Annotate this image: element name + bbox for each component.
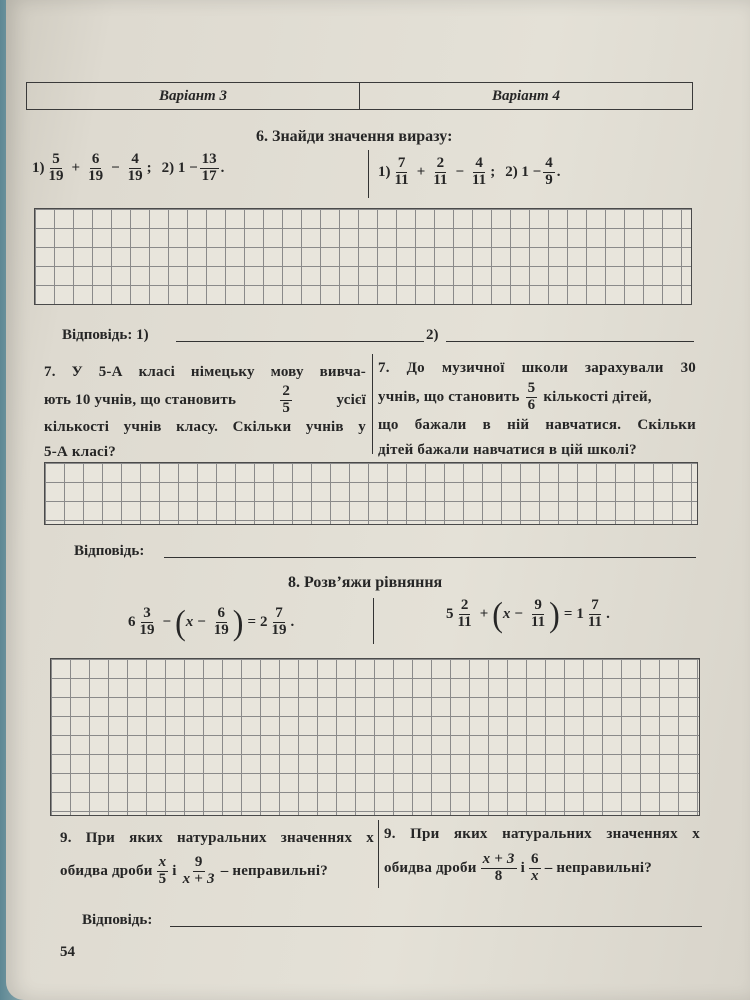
- fraction: $\frac{x}{5}$: [158, 853, 167, 887]
- fraction: $\frac{6}{x}$: [531, 850, 539, 884]
- fraction: $\frac{9}{11}$: [530, 597, 546, 630]
- fraction: $\frac{9}{x + 3}$: [182, 853, 215, 887]
- task6-work-grid[interactable]: [34, 208, 692, 305]
- task7-answer-label: Відповідь:: [74, 543, 145, 559]
- task6-answer-label-1: Відповідь: 1): [62, 327, 149, 343]
- task8-title: 8. Розв’яжи рівняння: [288, 574, 443, 591]
- task9-v3-text: 9. При яких натуральних значеннях x обидва дроби $\frac{x}{5}$ і $\frac{9}{x + 3}$ – неправильні?: [60, 830, 374, 887]
- fraction: $\frac{7}{11}$: [394, 155, 409, 188]
- task6-answer-line-2[interactable]: [446, 341, 694, 342]
- task6-v4-expression: 1) $\frac{7}{11}$ + $\frac{2}{11}$ − $\frac{4}{11}$ ; 2) 1 − $\frac{4}{9}$ .: [378, 155, 561, 188]
- task6-v3-expression: 1) $\frac{5}{19}$ + $\frac{6}{19}$ − $\frac{4}{19}$ ; 2) 1 − $\frac{13}{17}$ .: [32, 151, 225, 184]
- task8-v3-equation: 6 $\frac{3}{19}$ − ( x − $\frac{6}{19}$ ) = 2 $\frac{7}{19}$ .: [128, 602, 295, 643]
- column-divider: [373, 598, 374, 644]
- fraction: $\frac{5}{19}$: [48, 151, 64, 184]
- task7-work-grid[interactable]: [44, 462, 698, 525]
- task7-v3-text: 7. У 5-А класі німецьку мову вивча- ють 10 учнів, що становить $\frac{2}{5}$ усієї кількості учнів класу. Скільки учнів у 5-А класі?: [44, 364, 366, 460]
- fraction: $\frac{7}{19}$: [271, 605, 287, 638]
- fraction: $\frac{4}{11}$: [472, 155, 487, 188]
- task7-v4-text: 7. До музичної школи зарахували 30 учнів, що становить $\frac{5}{6}$ кількості дітей, що бажали в ній навчатися. Скільки дітей бажали навчатися в цій школі?: [378, 360, 696, 458]
- column-divider: [368, 150, 369, 198]
- task8-v4-equation: 5 $\frac{2}{11}$ + ( x − $\frac{9}{11}$ ) = 1 $\frac{7}{11}$ .: [446, 594, 610, 635]
- page-number: 54: [60, 944, 75, 960]
- fraction: $\frac{5}{6}$: [527, 379, 536, 413]
- fraction: $\frac{7}{11}$: [587, 597, 603, 630]
- task9-answer-label: Відповідь:: [82, 912, 153, 928]
- task6-answer-line-1[interactable]: [176, 341, 424, 342]
- fraction: $\frac{4}{19}$: [127, 151, 143, 184]
- column-divider: [378, 820, 379, 888]
- fraction: $\frac{6}{19}$: [213, 605, 229, 638]
- fraction: $\frac{2}{5}$: [282, 382, 291, 416]
- fraction: $\frac{4}{9}$: [545, 155, 553, 188]
- task6-title: 6. Знайди значення виразу:: [256, 128, 453, 145]
- variant-3-label: Варіант 3: [27, 83, 360, 109]
- task7-answer-line[interactable]: [164, 557, 696, 558]
- task6-answer-label-2: 2): [426, 327, 439, 343]
- fraction: $\frac{3}{19}$: [139, 605, 155, 638]
- task9-answer-line[interactable]: [170, 926, 702, 927]
- workbook-page: [6, 0, 750, 1000]
- fraction: $\frac{6}{19}$: [88, 151, 104, 184]
- fraction: $\frac{x + 3}{8}$: [482, 850, 515, 884]
- fraction: $\frac{2}{11}$: [457, 597, 472, 630]
- variant-4-label: Варіант 4: [492, 87, 560, 104]
- task9-v4-text: 9. При яких натуральних значеннях x обидва дроби $\frac{x + 3}{8}$ і $\frac{6}{x}$ – неправильні?: [384, 826, 700, 884]
- fraction: $\frac{2}{11}$: [433, 155, 448, 188]
- fraction: $\frac{13}{17}$: [201, 151, 217, 184]
- variant-header: [26, 82, 693, 110]
- task8-work-grid[interactable]: [50, 658, 700, 816]
- column-divider: [372, 354, 373, 454]
